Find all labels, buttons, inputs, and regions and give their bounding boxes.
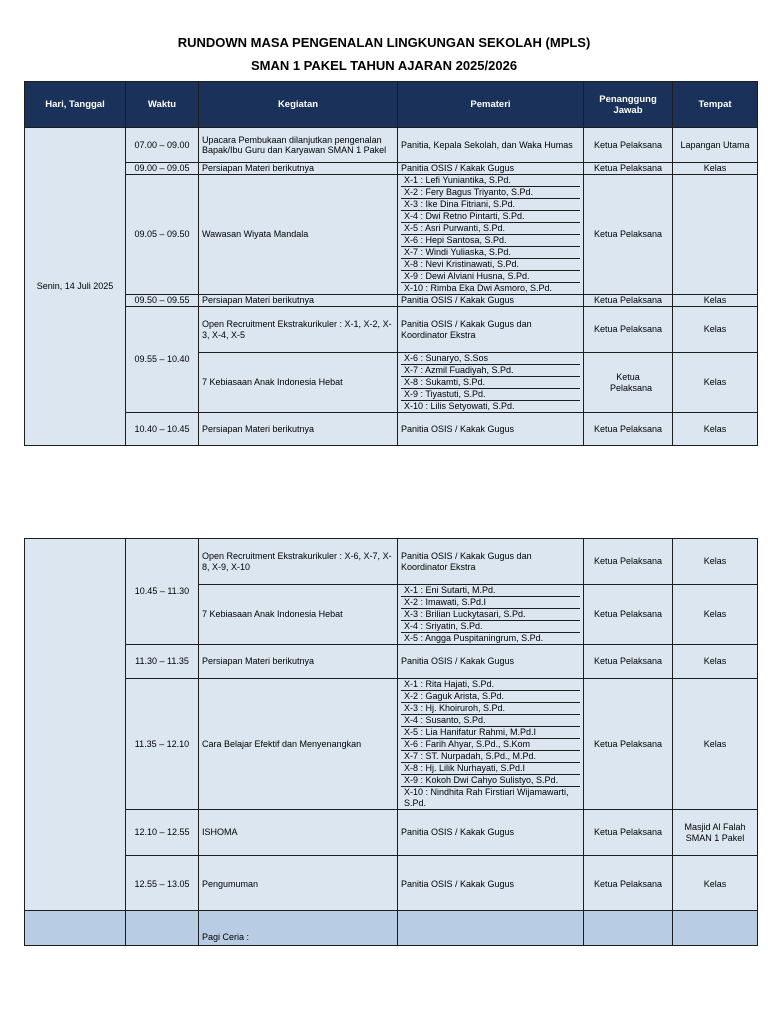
- place-cell: Lapangan Utama: [673, 128, 758, 163]
- document-title: RUNDOWN MASA PENGENALAN LINGKUNGAN SEKOLAH (MPLS): [177, 35, 591, 50]
- place-cell: Kelas: [673, 856, 758, 913]
- speaker-line: X-7 : Windi Yuliaska, S.Pd.: [401, 247, 580, 259]
- time-cell: 09.50 – 09.55: [126, 295, 199, 307]
- speaker-line: X-10 : Lilis Setyowati, S.Pd.: [404, 401, 515, 411]
- activity-cell: Persiapan Materi berikutnya: [199, 163, 398, 175]
- place-cell: Kelas: [673, 539, 758, 585]
- speaker-line: X-3 : Brilian Luckytasari, S.Pd.: [401, 609, 580, 621]
- speaker-line: X-10 : Nindhita Rah Firstiari Wijamawarti, S.Pd.: [404, 787, 569, 808]
- table-row: [25, 175, 758, 295]
- pj-cell: Ketua Pelaksana: [584, 539, 673, 585]
- time-cell: [126, 911, 199, 946]
- speaker-line: X-1 : Lefi Yuniantika, S.Pd.: [401, 175, 580, 187]
- speaker-line: X-9 : Tiyastuti, S.Pd.: [401, 389, 580, 401]
- activity-cell: 7 Kebiasaan Anak Indonesia Hebat: [199, 353, 398, 413]
- header-waktu: Waktu: [126, 82, 199, 128]
- pj-cell: Ketua Pelaksana: [584, 856, 673, 913]
- speaker-cell: Panitia OSIS / Kakak Gugus: [398, 810, 584, 856]
- activity-cell: Persiapan Materi berikutnya: [199, 295, 398, 307]
- header-kegiatan: Kegiatan: [199, 82, 398, 128]
- table-row: [25, 679, 758, 810]
- speaker-line: X-5 : Asri Purwanti, S.Pd.: [401, 223, 580, 235]
- pj-cell: Ketua Pelaksana: [584, 585, 673, 645]
- speaker-line: X-2 : Fery Bagus Triyanto, S.Pd.: [401, 187, 580, 199]
- activity-cell: 7 Kebiasaan Anak Indonesia Hebat: [199, 585, 398, 645]
- activity-cell: Open Recruitment Ekstrakurikuler : X-6, X-7, X-8, X-9, X-10: [199, 539, 398, 585]
- speaker-cell: Panitia OSIS / Kakak Gugus: [398, 856, 584, 913]
- table-row: [25, 856, 758, 913]
- header-tempat: Tempat: [673, 82, 758, 128]
- speaker-cell: Panitia OSIS / Kakak Gugus dan Koordinator Ekstra: [398, 539, 584, 585]
- time-cell: 12.55 – 13.05: [126, 856, 199, 913]
- activity-cell: Persiapan Materi berikutnya: [199, 413, 398, 446]
- speaker-list-cell: [398, 353, 584, 413]
- time-cell: 09.00 – 09.05: [126, 163, 199, 175]
- speaker-line: X-7 : ST. Nurpadah, S.Pd., M.Pd.: [401, 751, 580, 763]
- activity-cell: Persiapan Materi berikutnya: [199, 645, 398, 679]
- pj-cell: Ketua Pelaksana: [584, 163, 673, 175]
- time-cell: 10.40 – 10.45: [126, 413, 199, 446]
- speaker-line: X-4 : Dwi Retno Pintarti, S.Pd.: [401, 211, 580, 223]
- speaker-line: X-1 : Rita Hajati, S.Pd.: [401, 679, 580, 691]
- time-cell: 09.55 – 10.40: [126, 307, 199, 413]
- speaker-cell: Panitia, Kepala Sekolah, dan Waka Humas: [398, 128, 584, 163]
- schedule-table-page-1: [24, 81, 758, 446]
- table-row: [25, 413, 758, 446]
- pj-cell: Ketua Pelaksana: [584, 353, 673, 413]
- pj-cell: Ketua Pelaksana: [584, 128, 673, 163]
- place-cell: Kelas: [673, 295, 758, 307]
- table-row: [25, 810, 758, 856]
- speaker-line: X-8 : Sukamti, S.Pd.: [401, 377, 580, 389]
- speaker-cell: [398, 911, 584, 946]
- speaker-line: X-6 : Farih Ahyar, S.Pd., S.Kom: [401, 739, 580, 751]
- speaker-list-cell: [398, 585, 584, 645]
- activity-cell: Cara Belajar Efektif dan Menyenangkan: [199, 679, 398, 810]
- day-cell: [25, 911, 126, 946]
- speaker-line: X-6 : Hepi Santosa, S.Pd.: [401, 235, 580, 247]
- place-cell: Kelas: [673, 353, 758, 413]
- place-cell: Masjid Al Falah SMAN 1 Pakel: [673, 810, 758, 856]
- place-cell: Kelas: [673, 163, 758, 175]
- table-row: [25, 128, 758, 163]
- speaker-line: X-1 : Eni Sutarti, M.Pd.: [401, 585, 580, 597]
- table-row: [25, 911, 758, 946]
- time-cell: 10.45 – 11.30: [126, 539, 199, 645]
- activity-cell: Open Recruitment Ekstrakurikuler : X-1, X-2, X-3, X-4, X-5: [199, 307, 398, 353]
- time-cell: 12.10 – 12.55: [126, 810, 199, 856]
- speaker-line: X-9 : Kokoh Dwi Cahyo Sulistyo, S.Pd.: [401, 775, 580, 787]
- speaker-line: X-6 : Sunaryo, S.Sos: [401, 353, 580, 365]
- time-cell: 11.35 – 12.10: [126, 679, 199, 810]
- pj-cell: Ketua Pelaksana: [584, 413, 673, 446]
- speaker-line: X-10 : Rimba Eka Dwi Asmoro, S.Pd.: [404, 283, 553, 293]
- speaker-line: X-5 : Angga Puspitaningrum, S.Pd.: [404, 633, 544, 643]
- day-cell: Senin, 14 Juli 2025: [25, 128, 126, 446]
- table-row: [25, 295, 758, 307]
- activity-cell: Pengumuman: [199, 856, 398, 913]
- speaker-cell: Panitia OSIS / Kakak Gugus: [398, 163, 584, 175]
- schedule-table-page-2-footer: [24, 910, 758, 946]
- speaker-line: X-4 : Susanto, S.Pd.: [401, 715, 580, 727]
- speaker-line: X-8 : Nevi Kristinawati, S.Pd.: [401, 259, 580, 271]
- header-pemateri: Pemateri: [398, 82, 584, 128]
- speaker-line: X-3 : Hj. Khoiruroh, S.Pd.: [401, 703, 580, 715]
- place-cell: Kelas: [673, 307, 758, 353]
- activity-cell: Upacara Pembukaan dilanjutkan pengenalan Bapak/Ibu Guru dan Karyawan SMAN 1 Pakel: [199, 128, 398, 163]
- place-cell: [673, 911, 758, 946]
- table-row: [25, 645, 758, 679]
- speaker-line: X-2 : Imawati, S.Pd.I: [401, 597, 580, 609]
- day-cell: [25, 539, 126, 913]
- speaker-cell: Panitia OSIS / Kakak Gugus: [398, 413, 584, 446]
- pj-cell: Ketua Pelaksana: [584, 645, 673, 679]
- speaker-line: X-4 : Sriyatin, S.Pd.: [401, 621, 580, 633]
- speaker-line: X-8 : Hj. Lilik Nurhayati, S.Pd.I: [401, 763, 580, 775]
- time-cell: 09.05 – 09.50: [126, 175, 199, 295]
- document-subtitle: SMAN 1 PAKEL TAHUN AJARAN 2025/2026: [250, 58, 518, 73]
- pj-cell: Ketua Pelaksana: [584, 175, 673, 295]
- header-pj: Penanggung Jawab: [584, 82, 673, 128]
- speaker-line: X-2 : Gaguk Arista, S.Pd.: [401, 691, 580, 703]
- schedule-table-page-2: [24, 538, 758, 913]
- place-cell: Kelas: [673, 585, 758, 645]
- table-row: [25, 307, 758, 353]
- activity-cell: Wawasan Wiyata Mandala: [199, 175, 398, 295]
- pj-cell: Ketua Pelaksana: [584, 679, 673, 810]
- header-row: [25, 82, 758, 128]
- speaker-list-cell: [398, 175, 584, 295]
- place-cell: Kelas: [673, 413, 758, 446]
- activity-cell: Pagi Ceria :: [199, 911, 398, 946]
- place-cell: Kelas: [673, 679, 758, 810]
- time-cell: 11.30 – 11.35: [126, 645, 199, 679]
- pj-cell: [584, 911, 673, 946]
- speaker-cell: Panitia OSIS / Kakak Gugus: [398, 645, 584, 679]
- speaker-line: X-3 : Ike Dina Fitriani, S.Pd.: [401, 199, 580, 211]
- pj-cell: Ketua Pelaksana: [584, 810, 673, 856]
- time-cell: 07.00 – 09.00: [126, 128, 199, 163]
- speaker-list-cell: [398, 679, 584, 810]
- pj-cell: Ketua Pelaksana: [584, 307, 673, 353]
- pj-cell: Ketua Pelaksana: [584, 295, 673, 307]
- place-cell: Kelas: [673, 645, 758, 679]
- header-hari: Hari, Tanggal: [25, 82, 126, 128]
- table-row: [25, 539, 758, 585]
- speaker-line: X-7 : Azmil Fuadiyah, S.Pd.: [401, 365, 580, 377]
- activity-cell: ISHOMA: [199, 810, 398, 856]
- table-row: [25, 163, 758, 175]
- speaker-line: X-9 : Dewi Alviani Husna, S.Pd.: [401, 271, 580, 283]
- speaker-cell: Panitia OSIS / Kakak Gugus: [398, 295, 584, 307]
- place-cell: [673, 175, 758, 295]
- speaker-cell: Panitia OSIS / Kakak Gugus dan Koordinator Ekstra: [398, 307, 584, 353]
- speaker-line: X-5 : Lia Hanifatur Rahmi, M.Pd.I: [401, 727, 580, 739]
